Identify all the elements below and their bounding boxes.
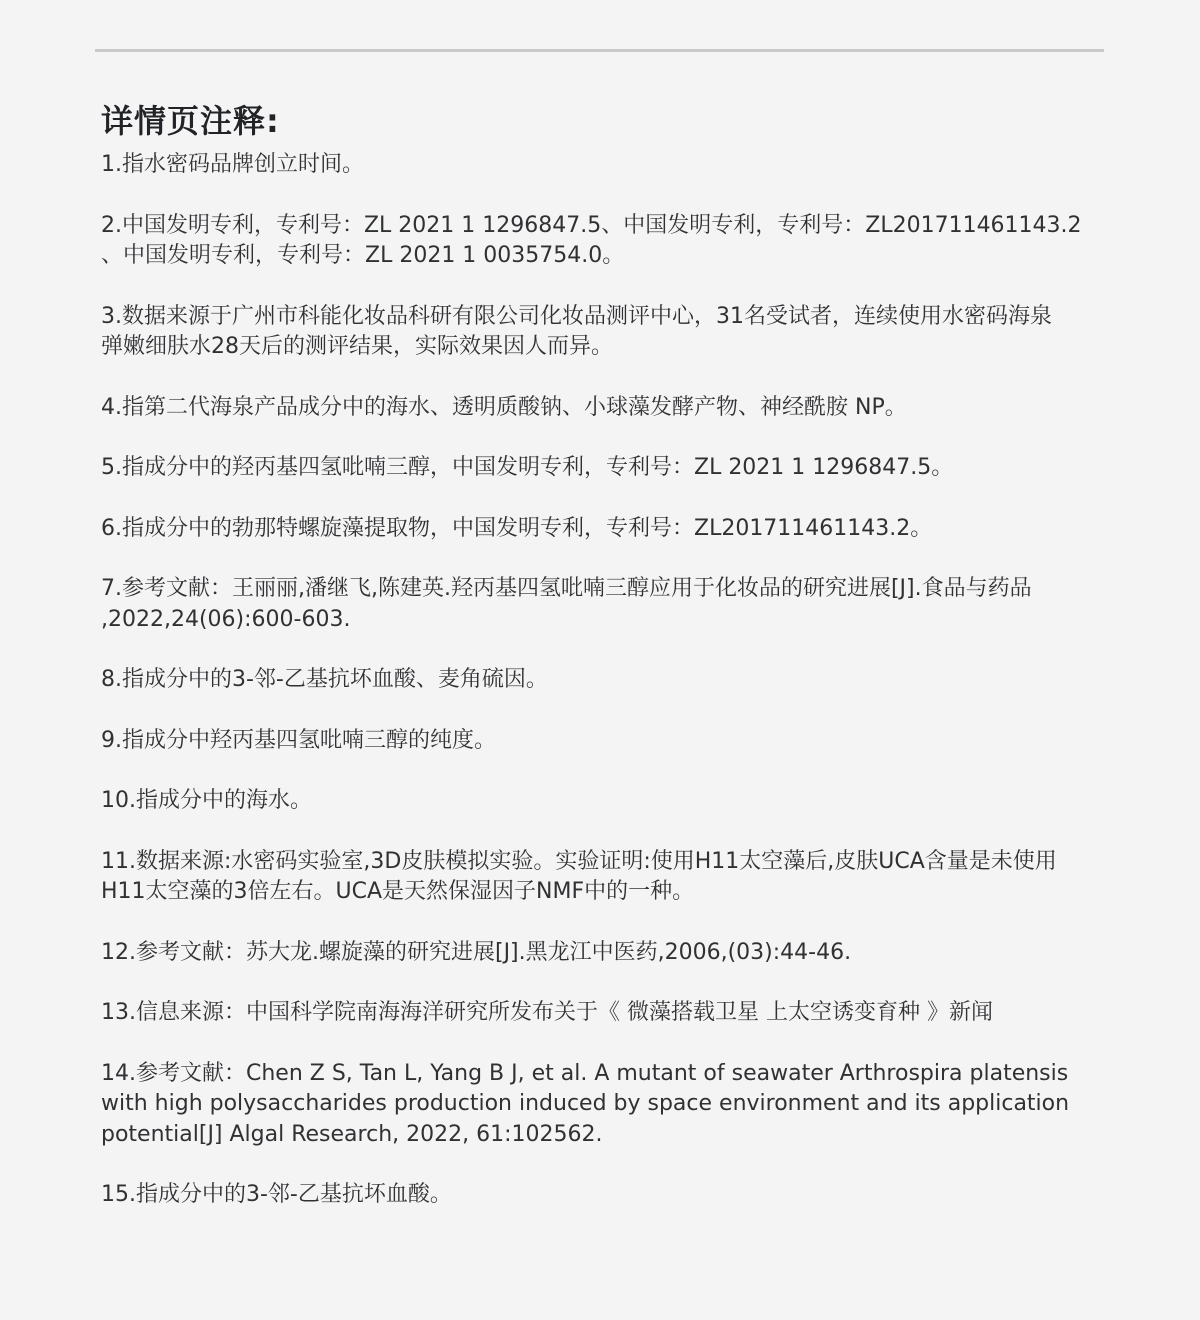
- note-item: [101, 938, 1091, 969]
- note-item: [101, 453, 1091, 484]
- note-line: 14.参考文献：Chen Z S, Tan L, Yang B J, et al. A mutant of seawater Arthrospira platensis: [101, 1060, 1069, 1086]
- note-line: H11太空藻的3倍左右。UCA是天然保湿因子NMF中的一种。: [101, 879, 695, 904]
- note-item: [101, 150, 1091, 181]
- note-line: 4.指第二代海泉产品成分中的海水、透明质酸钠、小球藻发酵产物、神经酰胺 NP。: [101, 394, 907, 420]
- note-item: [101, 998, 1091, 1029]
- note-item: [101, 514, 1091, 545]
- top-divider: [95, 49, 1104, 52]
- note-line: ,2022,24(06):600-603.: [101, 606, 351, 632]
- note-line: 弹嫩细肤水28天后的测评结果，实际效果因人而异。: [101, 334, 613, 359]
- note-item: [101, 574, 1091, 635]
- note-line: 5.指成分中的羟丙基四氢吡喃三醇，中国发明专利，专利号：ZL 2021 1 1296847.5。: [101, 455, 954, 480]
- note-line: 15.指成分中的3-邻-乙基抗坏血酸。: [101, 1182, 452, 1207]
- note-line: 、中国发明专利，专利号：ZL 2021 1 0035754.0。: [101, 243, 625, 268]
- note-line: 9.指成分中羟丙基四氢吡喃三醇的纯度。: [101, 727, 496, 753]
- note-line: 3.数据来源于广州市科能化妆品科研有限公司化妆品测评中心，31名受试者，连续使用水密码海泉: [101, 303, 1052, 329]
- note-line: 8.指成分中的3-邻-乙基抗坏血酸、麦角硫因。: [101, 667, 548, 692]
- note-item: [101, 211, 1091, 272]
- note-line: 11.数据来源:水密码实验室,3D皮肤模拟实验。实验证明:使用H11太空藻后,皮肤UCA含量是未使用: [101, 848, 1057, 874]
- note-item: [101, 1059, 1091, 1151]
- note-item: [101, 726, 1091, 757]
- page-title: 详情页注释:: [101, 102, 280, 140]
- note-line: 6.指成分中的勃那特螺旋藻提取物，中国发明专利，专利号：ZL201711461143.2。: [101, 515, 933, 541]
- note-line: 1.指水密码品牌创立时间。: [101, 152, 364, 177]
- note-line: 2.中国发明专利，专利号：ZL 2021 1 1296847.5、中国发明专利，专利号：ZL201711461143.2: [101, 212, 1082, 238]
- note-item: [101, 847, 1091, 908]
- note-item: [101, 393, 1091, 424]
- note-item: [101, 302, 1091, 363]
- note-item: [101, 1180, 1091, 1211]
- note-item: [101, 665, 1091, 696]
- note-item: [101, 786, 1091, 817]
- notes-section: [101, 98, 1091, 1211]
- note-line: 13.信息来源：中国科学院南海海洋研究所发布关于《 微藻搭载卫星 上太空诱变育种 》新闻: [101, 1000, 993, 1025]
- note-line: 10.指成分中的海水。: [101, 788, 312, 813]
- note-line: potential[J] Algal Research, 2022, 61:102562.: [101, 1121, 603, 1147]
- notes-list: [101, 150, 1091, 1211]
- note-line: 12.参考文献：苏大龙.螺旋藻的研究进展[J].黑龙江中医药,2006,(03):44-46.: [101, 939, 852, 965]
- note-line: 7.参考文献：王丽丽,潘继飞,陈建英.羟丙基四氢吡喃三醇应用于化妆品的研究进展[J].食品与药品: [101, 576, 1032, 601]
- note-line: with high polysaccharides production induced by space environment and its application: [101, 1091, 1070, 1116]
